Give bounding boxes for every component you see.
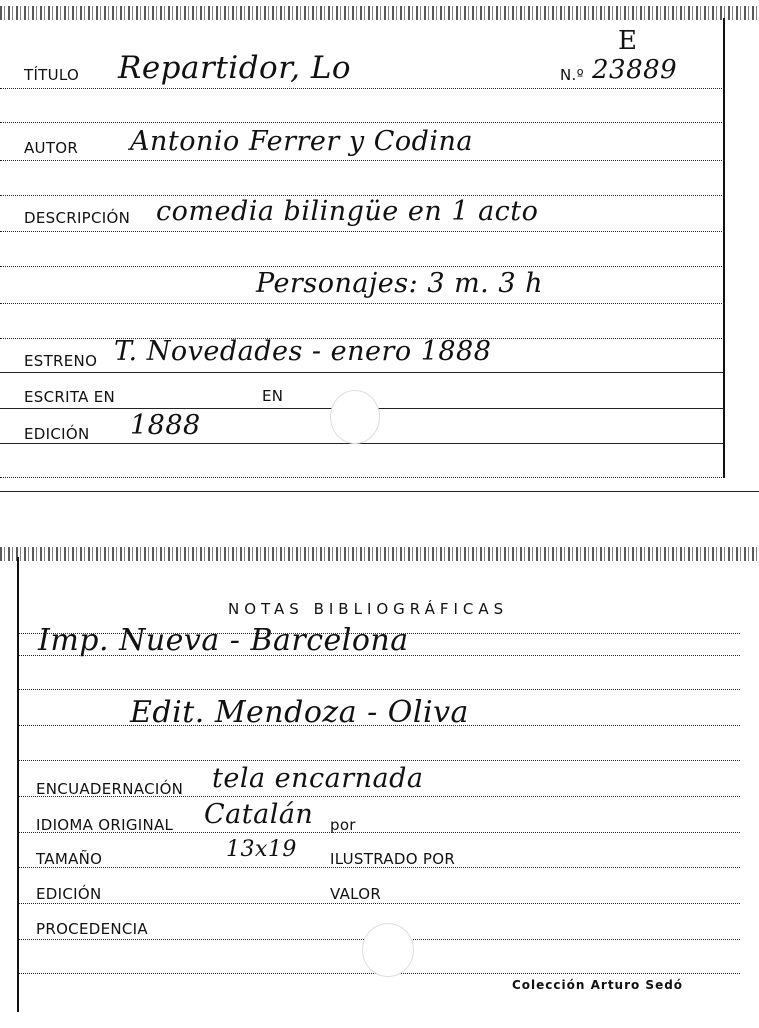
author-value: Antonio Ferrer y Codina <box>130 126 474 157</box>
value-label: VALOR <box>330 885 382 903</box>
written-in-label: ESCRITA EN <box>24 388 116 406</box>
rule-line <box>0 160 724 161</box>
catalog-card-back <box>0 545 759 1028</box>
edition-value: 1888 <box>130 410 201 441</box>
note-line-1: Imp. Nueva - Barcelona <box>38 623 409 658</box>
notes-heading: NOTAS BIBLIOGRÁFICAS <box>228 600 509 618</box>
rule-line <box>0 477 724 478</box>
rule-line <box>0 266 724 267</box>
edition-label: EDICIÓN <box>36 885 102 903</box>
card-right-border <box>723 18 725 478</box>
binding-label: ENCUADERNACIÓN <box>36 780 184 798</box>
premiere-label: ESTRENO <box>24 352 98 370</box>
punch-hole <box>362 923 414 977</box>
characters-value: Personajes: 3 m. 3 h <box>256 268 544 299</box>
title-label: TÍTULO <box>24 66 80 84</box>
author-label: AUTOR <box>24 139 79 157</box>
number-label: N.º <box>560 66 584 84</box>
provenance-label: PROCEDENCIA <box>36 920 148 938</box>
premiere-value: T. Novedades - enero 1888 <box>114 336 492 367</box>
description-label: DESCRIPCIÓN <box>24 209 131 227</box>
rule-line <box>18 903 740 904</box>
binding-value: tela encarnada <box>212 763 424 794</box>
illustrated-label: ILUSTRADO POR <box>330 850 456 868</box>
card-top-edge <box>0 547 759 561</box>
punch-hole <box>330 390 380 444</box>
card-left-border <box>17 557 19 1012</box>
rule-line <box>0 303 724 304</box>
by-label: por <box>330 816 356 834</box>
description-value: comedia bilingüe en 1 acto <box>156 196 539 227</box>
rule-line <box>0 231 724 232</box>
edition-label: EDICIÓN <box>24 425 90 443</box>
rule-line <box>18 760 740 761</box>
rule-line <box>0 443 724 444</box>
number-mark: E <box>618 26 638 56</box>
rule-line <box>0 122 724 123</box>
rule-line <box>18 689 740 690</box>
title-value: Repartidor, Lo <box>118 50 352 86</box>
written-in-en-label: EN <box>262 387 284 405</box>
size-label: TAMAÑO <box>36 850 103 868</box>
language-label: IDIOMA ORIGINAL <box>36 816 174 834</box>
number-value: 23889 <box>592 55 678 85</box>
language-value: Catalán <box>204 799 314 830</box>
catalog-card-front <box>0 0 759 492</box>
card-separator <box>0 491 759 492</box>
collection-label: Colección Arturo Sedó <box>512 978 684 992</box>
card-top-edge <box>0 6 759 20</box>
size-value: 13x19 <box>226 837 297 862</box>
rule-line <box>0 372 724 373</box>
note-line-2: Edit. Mendoza - Oliva <box>130 695 469 730</box>
rule-line <box>0 88 724 89</box>
